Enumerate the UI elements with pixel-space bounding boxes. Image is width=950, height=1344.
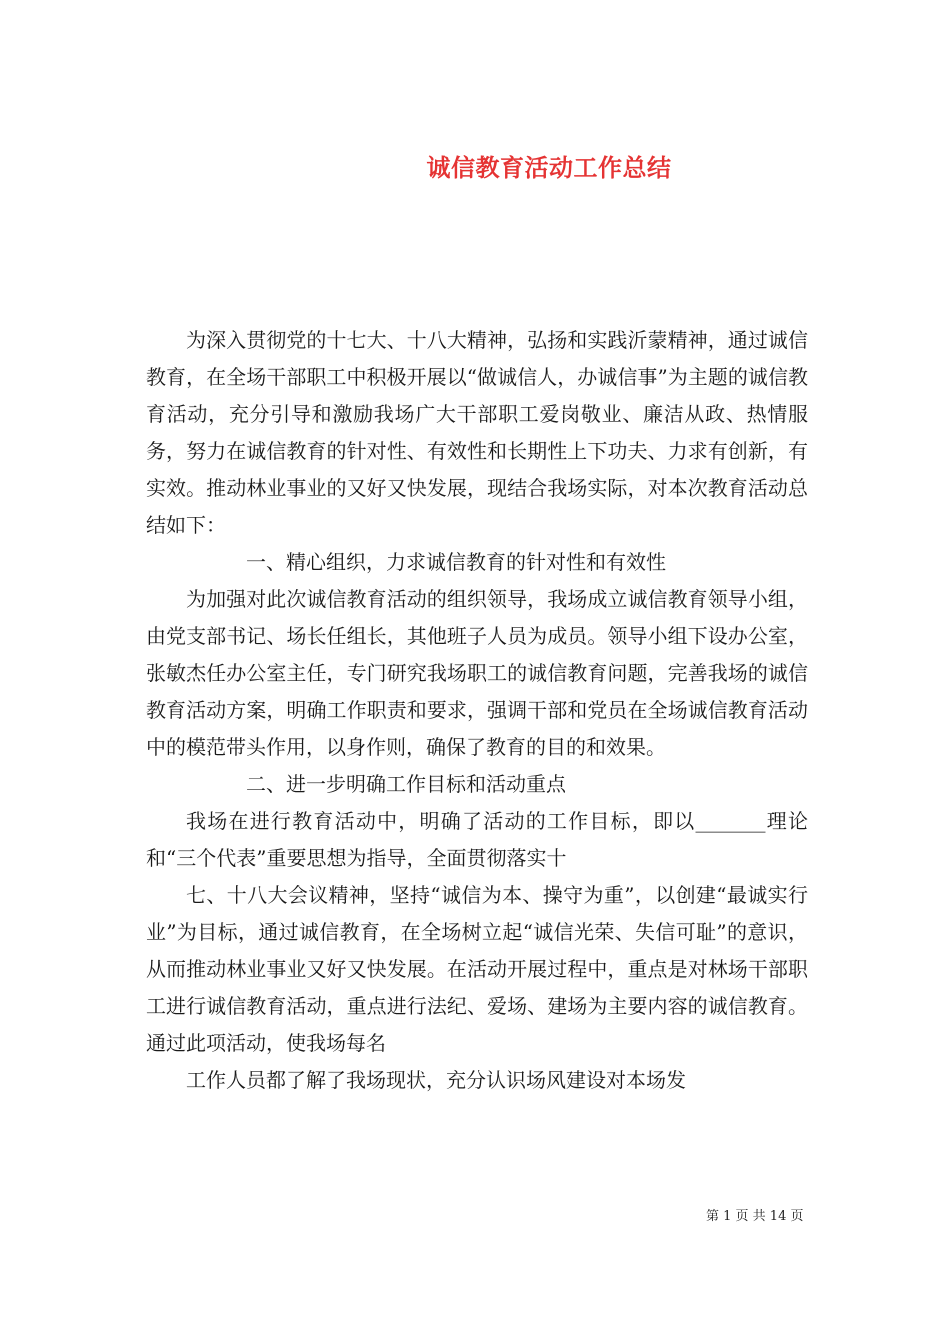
paragraph-section-2c: 工作人员都了解了我场现状，充分认识场风建设对本场发 [186, 1068, 686, 1092]
paragraph-section-2b: 七、十八大会议精神，坚持“诚信为本、操守为重”，以创建“最诚实行业”为目标，通过诚信教育，在全场树立起“诚信光荣、失信可耻”的意识，从而推动林业事业又好又快发展。在活动开展过程中，重点是对林场干部职工进行诚信教育活动，重点进行法纪、爱场、建场为主要内容的诚信教育。通过此项活动，使我场每名 [146, 883, 808, 1055]
paragraph-intro: 为深入贯彻党的十七大、十八大精神，弘扬和实践沂蒙精神，通过诚信教育，在全场干部职工中积极开展以“做诚信人，办诚信事”为主题的诚信教育活动，充分引导和激励我场广大干部职工爱岗敬业、廉洁从政、热情服务，努力在诚信教育的针对性、有效性和长期性上下功夫、力求有创新，有实效。推动林业事业的又好又快发展，现结合我场实际，对本次教育活动总结如下： [146, 328, 808, 537]
section-heading-1: 一、精心组织，力求诚信教育的针对性和有效性 [246, 550, 666, 574]
section-heading-2: 二、进一步明确工作目标和活动重点 [246, 772, 566, 796]
document-body [146, 322, 808, 1099]
document-title: 诚信教育活动工作总结 [426, 154, 672, 183]
page-number-footer: 第 1 页 共 14 页 [706, 1209, 804, 1224]
paragraph-section-2a: 我场在进行教育活动中，明确了活动的工作目标，即以_______理论和“三个代表”重要思想为指导，全面贯彻落实十 [146, 809, 808, 870]
paragraph-section-1: 为加强对此次诚信教育活动的组织领导，我场成立诚信教育领导小组，由党支部书记、场长任组长，其他班子人员为成员。领导小组下设办公室，张敏杰任办公室主任，专门研究我场职工的诚信教育问题，完善我场的诚信教育活动方案，明确工作职责和要求，强调干部和党员在全场诚信教育活动中的模范带头作用，以身作则，确保了教育的目的和效果。 [146, 587, 808, 759]
